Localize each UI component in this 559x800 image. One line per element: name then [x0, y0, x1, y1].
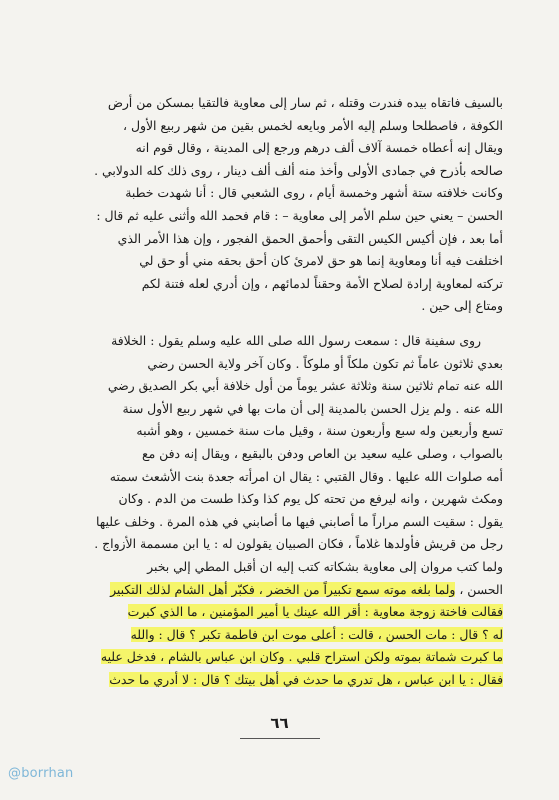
text-line: تركته لمعاوية إرادة لصلاح الأمة وحقناً لدمائهم ، وإن أدري لعله فتنة لكم: [141, 275, 503, 291]
text-line: [74, 646, 503, 669]
text-line: اختلفت فيه أنا ومعاوية إنما هو حق لامرئ كان أحق بحقه مني أو حق لي: [139, 253, 503, 269]
highlighted-line: فقالت فاختة زوجة معاوية : أقر الله عينك يا أمير المؤمنين ، ما الذي كبرت: [127, 604, 503, 620]
paragraph-2: [74, 330, 503, 692]
highlighted-line: له ؟ قال : مات الحسن ، قالت : أعلى موت ابن فاطمة تكبر ؟ قال : والله: [130, 626, 503, 642]
highlighted-line: فقال : يا ابن عباس ، هل تدري ما حدث في أهل بيتك ؟ قال : لا أدري ما حدث: [109, 671, 503, 687]
text-line: بالصواب ، وصلى عليه سعيد بن العاص ودفن بالبقيع ، ويقال إنه دفن مع: [141, 445, 503, 461]
text-line: بالسيف فاتقاه بيده فندرت وقتله ، ثم سار إلى معاوية فالتقيا بمسكن من أرض: [107, 95, 503, 110]
plain-fragment: الحسن ،: [455, 581, 503, 597]
highlighted-line: ما كبرت شماتة بموته ولكن استراح قلبي . وكان ابن عباس بالشام ، فدخل عليه: [100, 649, 503, 665]
highlighted-fragment: ولما بلغه موته سمع تكبيراً من الخضر ، فكبّر أهل الشام لذلك التكبير: [110, 581, 456, 597]
text-line: يقول : سقيت السم مراراً ما أصابني فيها ما أصابني في هذه المرة . وخلف عليها: [96, 513, 503, 529]
text-line: روى سفينة قال : سمعت رسول الله صلى الله عليه وسلم يقول : الخلافة: [111, 333, 481, 348]
page-number: ٦٦: [270, 714, 289, 732]
text-line: بعدي ثلاثون عاماً ثم تكون ملكاً أو ملوكاً . وكان آخر ولاية الحسن رضي: [147, 355, 503, 371]
text-line: تسع وأربعين وله سبع وأربعون سنة ، وقيل مات سنة خمسين ، وهو أشبه: [136, 423, 503, 439]
text-line: الكوفة ، فاصطلحا وسلم إليه الأمر وبايعه لخمس بقين من شهر ربيع الأول ،: [123, 117, 503, 133]
text-line: ولما كتب مروان إلى معاوية بشكاته كتب إليه ان أقبل المطي إلي بخبر: [147, 558, 503, 574]
text-line: [74, 601, 503, 624]
text-line: [74, 669, 503, 692]
text-line: [74, 624, 503, 647]
text-line: ومكث شهرين ، وانه ليرفع من تحته كل يوم كذا وكذا طست من الدم . وكان: [118, 491, 503, 507]
text-line: رجل من قريش فأولدها غلاماً ، فكان الصبيان يقولون له : يا ابن مسممة الأزواج .: [94, 536, 503, 552]
text-line: ويقال إنه أعطاه خمسة آلاف ألف درهم ورجع إلى المدينة ، وقال قوم انه: [135, 140, 503, 156]
text-line: أما بعد ، فإن أكيس الكيس التقى وأحمق الحمق الفجور ، وإن هذا الأمر الذي: [117, 230, 503, 246]
text-line: الله عنه . ولم يزل الحسن بالمدينة إلى أن مات بها في شهر ربيع الأول سنة: [122, 400, 503, 416]
page-number-underline: [240, 738, 320, 739]
text-line: وكانت خلافته ستة أشهر وخمسة أيام ، روى الشعبي قال : أنا شهدت خطبة: [125, 185, 503, 201]
text-line: صالحه بأذرح في جمادى الأولى وأخذ منه ألف ألف دينار ، روى ذلك كله الدولابي .: [94, 162, 503, 178]
text-line: ومتاع إلى حين .: [421, 298, 503, 314]
text-line: الحسن – يعني حين سلم الأمر إلى معاوية – : قام فحمد الله وأثنى عليه ثم قال :: [96, 207, 503, 223]
paragraph-1: [74, 92, 503, 318]
text-line: [74, 579, 503, 602]
channel-watermark: @borrhan: [8, 766, 74, 781]
text-line: أمه صلوات الله عليها . وقال القتبي : يقال ان امرأته جعدة بنت الأشعث سمته: [109, 468, 503, 484]
text-line: الله عنه تمام ثلاثين سنة وثلاثة عشر يوماً من أول خلافة أبي بكر الصديق رضي: [107, 378, 503, 394]
